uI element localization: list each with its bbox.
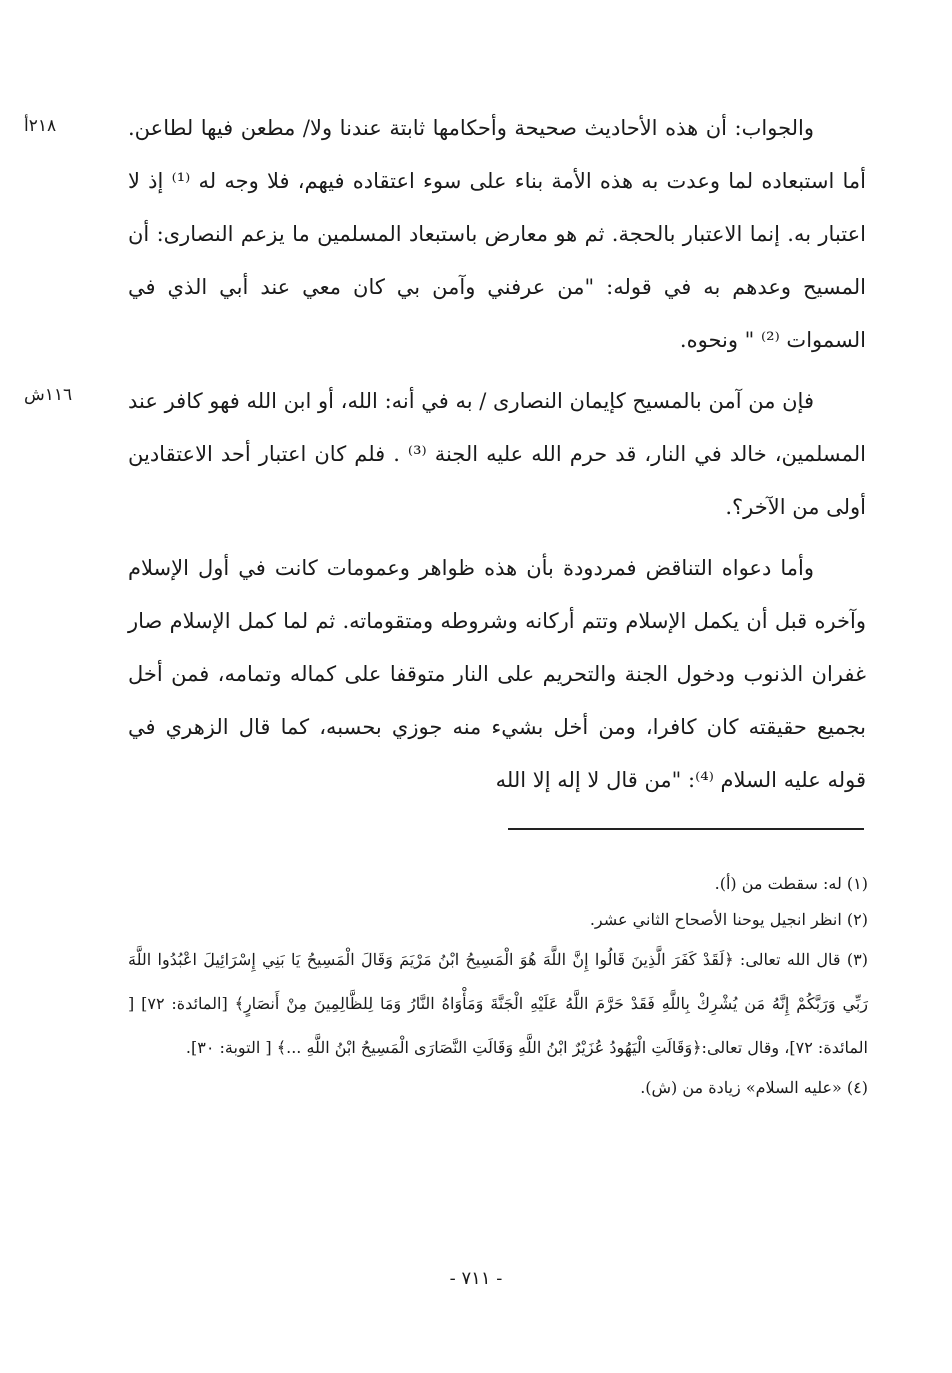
footnote-3: (٣) قال الله تعالى: ﴿لَقَدْ كَفَرَ الَّذِينَ قَالُوا إِنَّ اللَّهَ هُوَ الْمَسِيحُ ابْنُ مَرْيَمَ وَقَالَ الْمَسِيحُ يَا بَنِي إِسْرَائِيلَ اعْبُدُوا اللَّهَ رَبِّي وَرَبَّكُمْ إِنَّهُ مَن يُشْرِكْ بِاللَّهِ فَقَدْ حَرَّمَ اللَّهُ عَلَيْهِ الْجَنَّةَ وَمَأْوَاهُ النَّارُ وَمَا لِلظَّالِمِينَ مِنْ أَنصَارٍ﴾ [المائدة: ٧٢] [ المائدة: ٧٢]، وقال تعالى:﴿وَقَالَتِ الْيَهُودُ عُزَيْرٌ ابْنُ اللَّهِ وَقَالَتِ النَّصَارَى الْمَسِيحُ ابْنُ اللَّهِ ...﴾ [ التوبة: ٣٠].	[128, 950, 869, 1057]
main-text	[128, 102, 866, 807]
footnote-1: (١) له: سقطت من (أ).	[714, 874, 868, 893]
paragraph-belief: فإن من آمن بالمسيح كإيمان النصارى / به في أنه: الله، أو ابن الله فهو كافر عند المسلمين، خالد في النار، قد حرم الله عليه الجنة ⁽³⁾ . فلم كان اعتبار أحد الاعتقادين أولى من الآخر؟.	[128, 389, 866, 519]
paragraph-answer: والجواب: أن هذه الأحاديث صحيحة وأحكامها ثابتة عندنا ولا/ مطعن فيها لطاعن. أما استبعاده لما وعدت به هذه الأمة بناء على سوء اعتقاده فيهم، فلا وجه له ⁽¹⁾ إذ لا اعتبار به. إنما الاعتبار بالحجة. ثم هو معارض باستبعاد المسلمين ما يزعم النصارى: أن المسيح وعدهم به في قوله: "من عرفني وآمن بي كان معي عند أبي الذي في السموات ⁽²⁾ " ونحوه.	[128, 116, 867, 352]
paragraph-contradiction: وأما دعواه التناقض فمردودة بأن هذه ظواهر وعمومات كانت في أول الإسلام وآخره قبل أن يكمل الإسلام وتتم أركانه وشروطه ومتقوماته. ثم لما كمل الإسلام صار غفران الذنوب ودخول الجنة والتحريم على النار متوقفا على كماله وتمامه، فمن أخل بجميع حقيقته كان كافرا، ومن أخل بشيء منه جوزي بحسبه، كما قال الزهري في قوله عليه السلام ⁽⁴⁾: "من قال لا إله إلا الله	[128, 556, 866, 792]
footnote-4: (٤) «عليه السلام» زيادة من (ش).	[640, 1078, 868, 1097]
footnote-separator	[508, 828, 864, 830]
footnotes	[128, 866, 868, 1106]
margin-note-folio-116sh: ١١٦ش	[24, 385, 73, 405]
footnote-2: (٢) انظر انجيل يوحنا الأصحاح الثاني عشر.	[589, 910, 868, 929]
page-number: - ٧١١ -	[449, 1268, 503, 1289]
margin-note-folio-218a: ٢١٨أ	[24, 116, 57, 136]
